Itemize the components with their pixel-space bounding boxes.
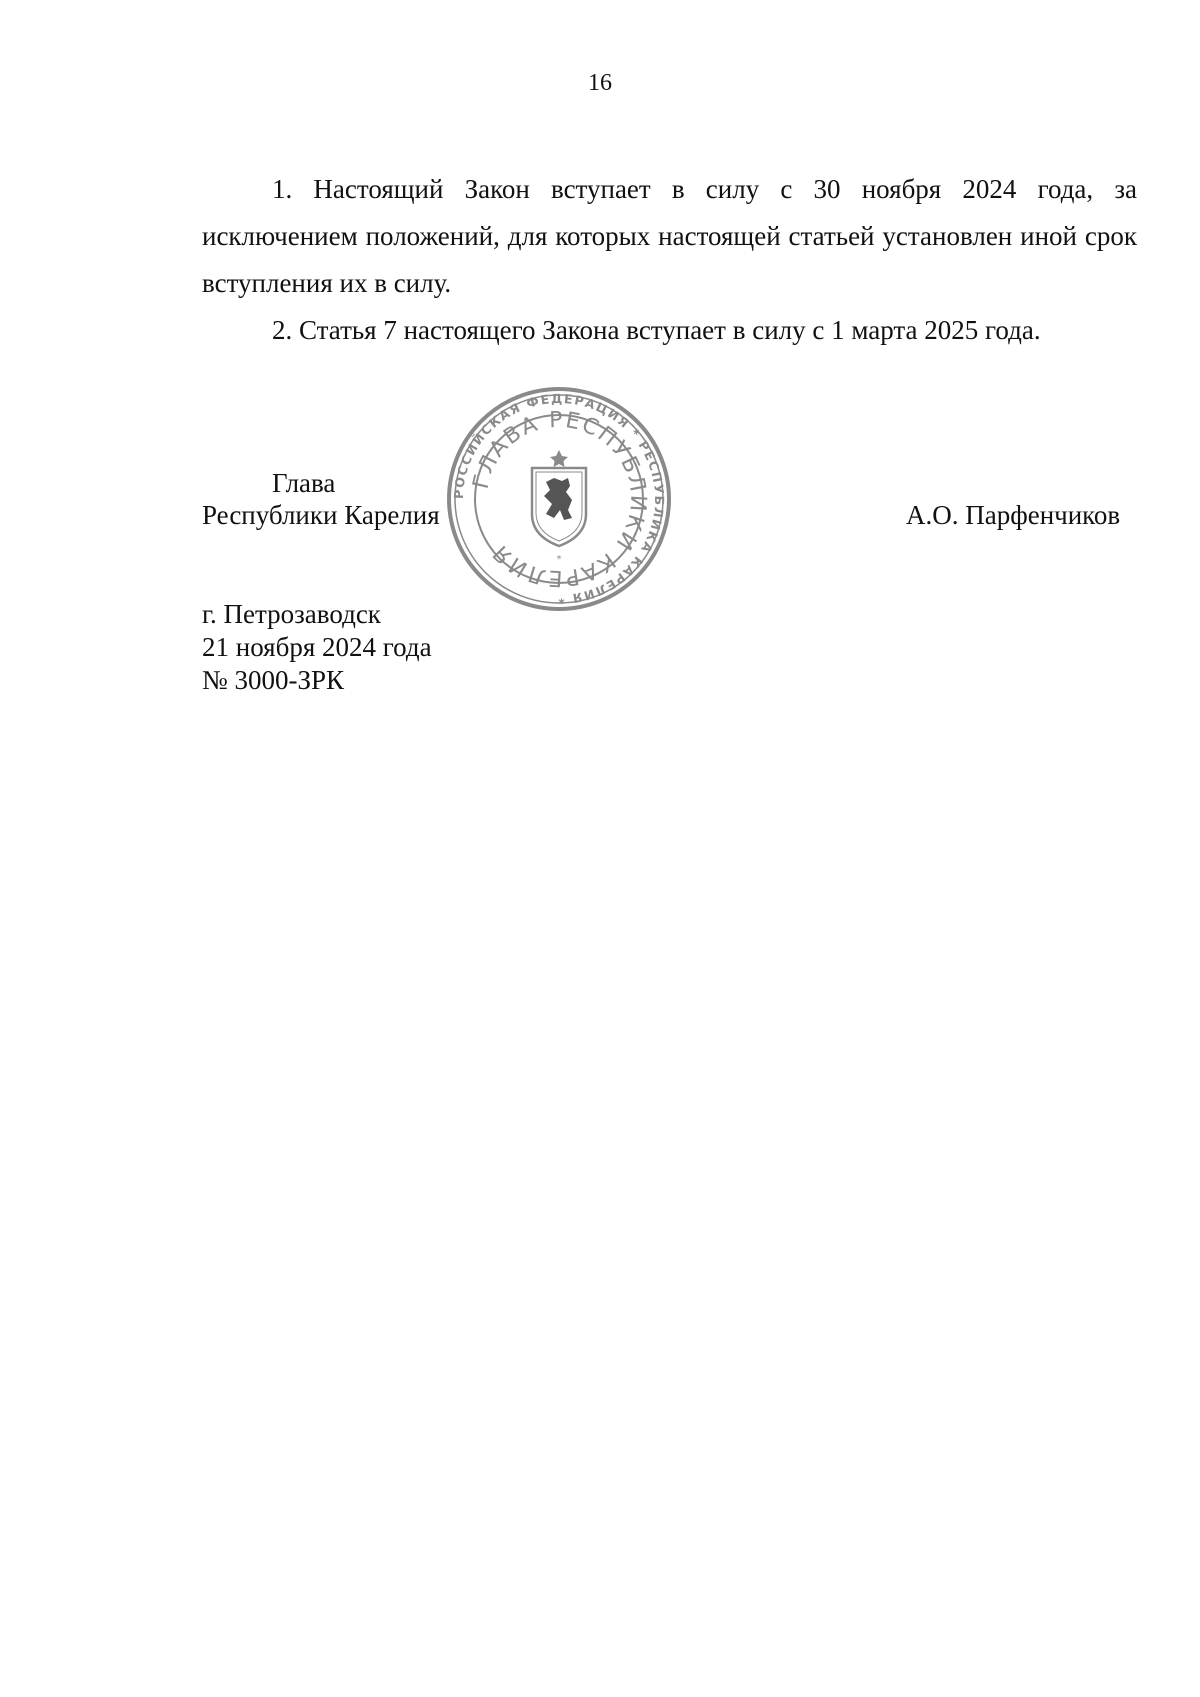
seal-inner-text: ГЛАВА РЕСПУБЛИКИ КАРЕЛИЯ	[468, 407, 651, 591]
paragraph-2: 2. Статья 7 настоящего Закона вступает в силу с 1 марта 2025 года.	[272, 315, 1041, 345]
official-seal	[446, 386, 672, 612]
signature-title-line2: Республики Карелия	[202, 500, 440, 530]
seal-outer-text: РОССИЙСКАЯ ФЕДЕРАЦИЯ * РЕСПУБЛИКА КАРЕЛИЯ *	[450, 390, 668, 608]
signature-title-line1: Глава	[272, 468, 336, 498]
footer-block	[202, 598, 432, 697]
signer-name: А.О. Парфенчиков	[906, 500, 1121, 530]
law-date: 21 ноября 2024 года	[202, 632, 432, 662]
article-body	[202, 166, 1137, 354]
paragraph-1: 1. Настоящий Закон вступает в силу с 30 ноября 2024 года, за исключением положений, для которых настоящей статьей установлен иной срок вступления их в силу.	[202, 174, 1137, 298]
page-number: 16	[588, 70, 612, 96]
seal-star-icon: *	[556, 554, 562, 565]
coat-of-arms-icon	[532, 450, 586, 546]
law-number: № 3000-ЗРК	[202, 665, 345, 695]
city: г. Петрозаводск	[202, 599, 381, 629]
